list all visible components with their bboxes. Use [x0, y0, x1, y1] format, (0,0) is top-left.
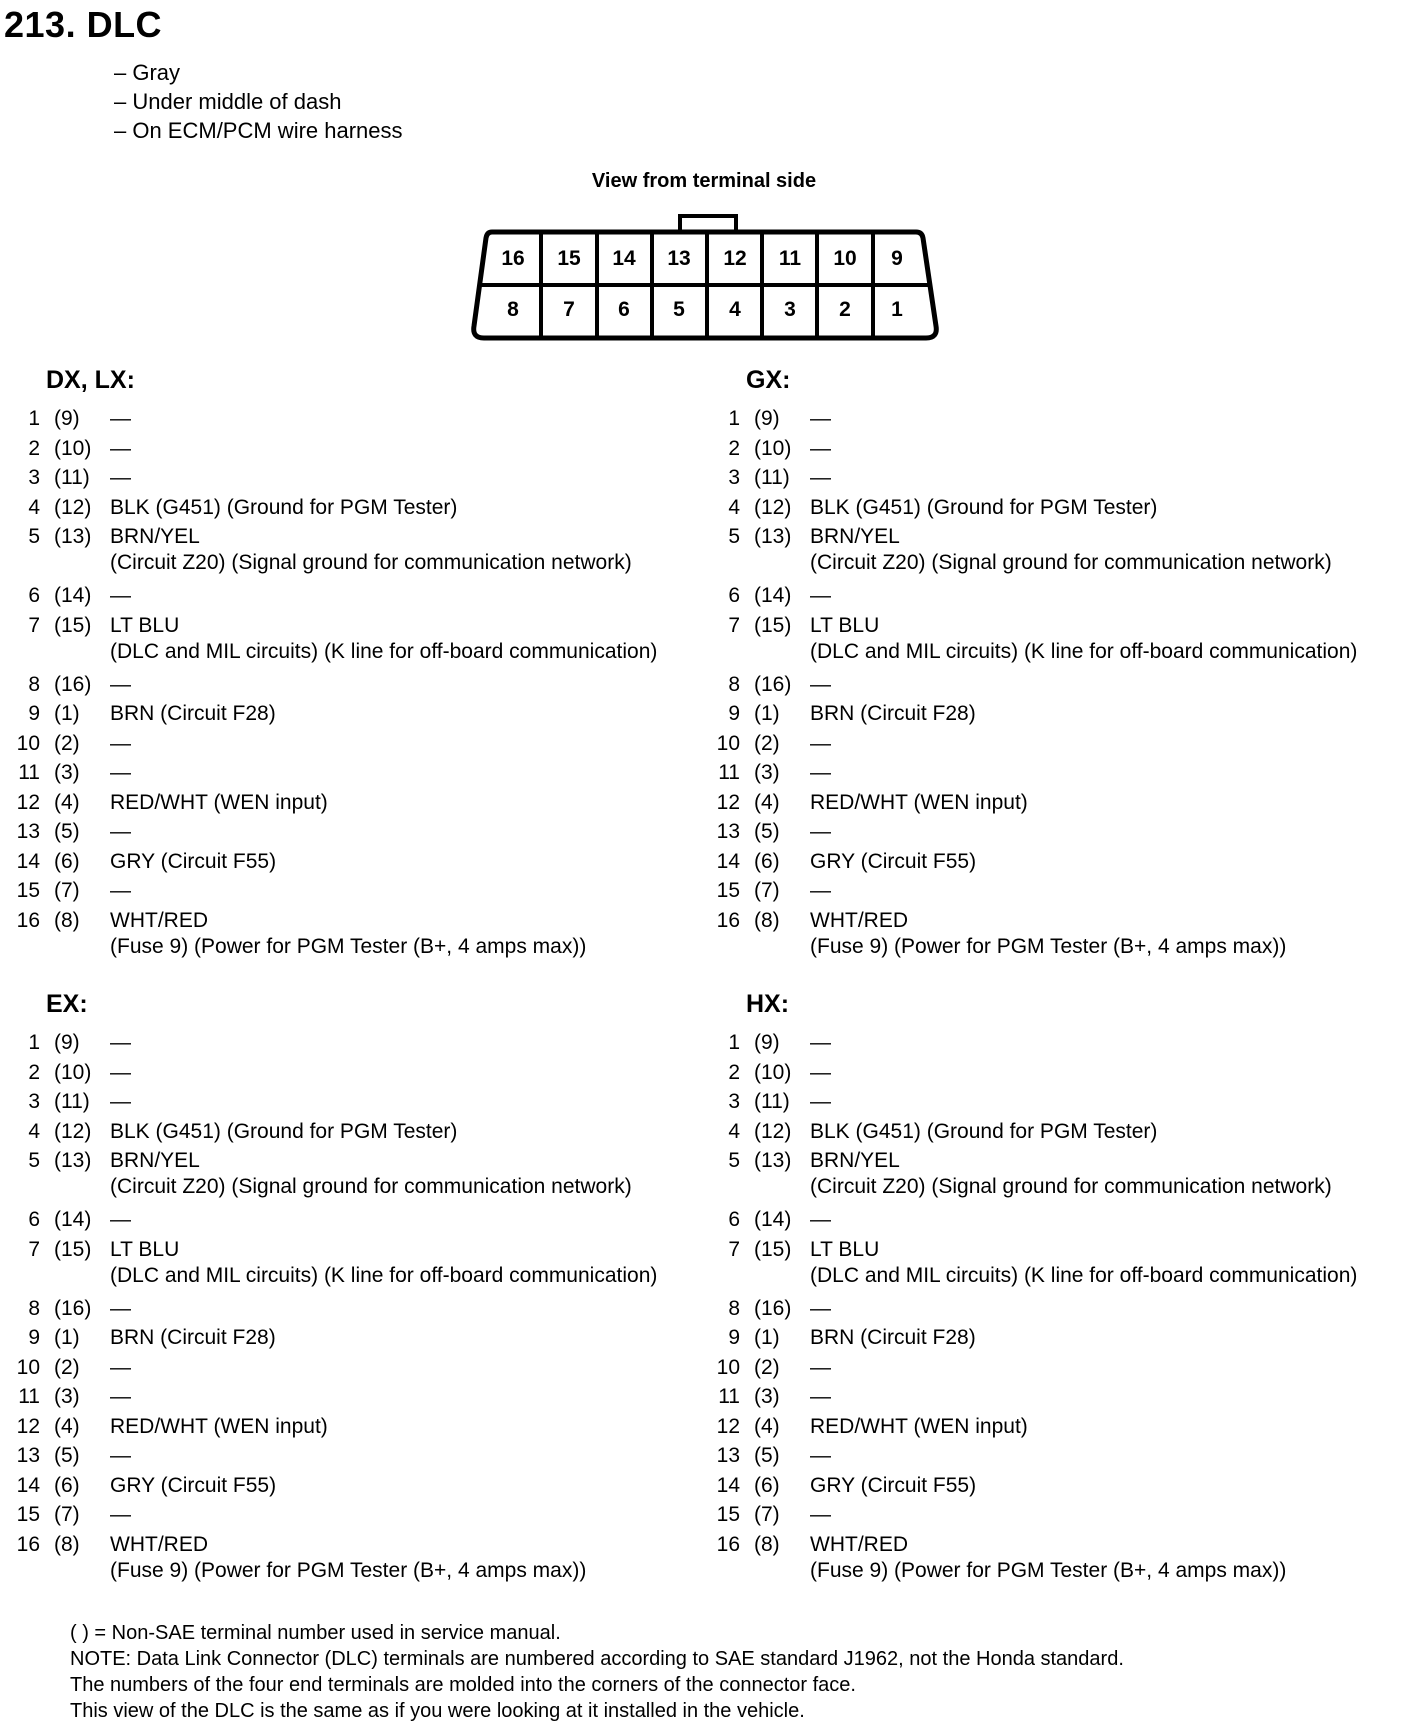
honda-terminal-number: (10) [754, 1060, 792, 1084]
sae-terminal-number: 7 [28, 613, 40, 637]
connector-pin-label: 8 [507, 298, 519, 321]
wire-description: BRN (Circuit F28) [110, 702, 276, 725]
honda-terminal-number: (2) [754, 731, 780, 755]
wire-description-detail: (DLC and MIL circuits) (K line for off-board communication) [110, 639, 658, 663]
footnote-line: ( ) = Non-SAE terminal number used in service manual. [70, 1622, 561, 1644]
sae-terminal-number: 15 [16, 1503, 40, 1526]
honda-terminal-number: (8) [754, 1532, 780, 1556]
sae-terminal-number: 9 [728, 1326, 740, 1349]
sae-terminal-number: 10 [716, 731, 740, 755]
wire-description: LT BLU [110, 1237, 180, 1261]
honda-terminal-number: (6) [754, 1473, 780, 1497]
wire-description-detail: (DLC and MIL circuits) (K line for off-board communication) [810, 1263, 1358, 1287]
wire-description: — [810, 1296, 831, 1320]
wire-description: BRN (Circuit F28) [110, 1326, 276, 1349]
connector-pin-label: 11 [778, 247, 802, 270]
wire-description: BRN (Circuit F28) [810, 702, 976, 725]
honda-terminal-number: (4) [54, 1414, 80, 1438]
wire-description: — [810, 1208, 831, 1231]
sae-terminal-number: 15 [716, 1503, 740, 1526]
wire-description: RED/WHT (WEN input) [810, 1414, 1028, 1438]
honda-terminal-number: (1) [754, 702, 780, 725]
sae-terminal-number: 14 [16, 849, 40, 873]
wire-description-detail: (Circuit Z20) (Signal ground for communication network) [110, 551, 632, 574]
connector-pin-label: 6 [618, 298, 630, 321]
wire-description: — [110, 1060, 131, 1084]
wire-description: WHT/RED [110, 1532, 208, 1556]
honda-terminal-number: (11) [54, 466, 90, 489]
honda-terminal-number: (1) [54, 1326, 80, 1349]
footnote-line: The numbers of the four end terminals are molded into the corners of the connector face. [70, 1674, 856, 1696]
honda-terminal-number: (9) [754, 407, 780, 430]
connector-pin-label: 3 [784, 298, 796, 321]
wire-description: — [110, 879, 131, 902]
honda-terminal-number: (4) [54, 790, 80, 814]
honda-terminal-number: (12) [54, 495, 92, 519]
wire-description-detail: (Fuse 9) (Power for PGM Tester (B+, 4 amps max)) [110, 934, 587, 958]
wire-description: BRN/YEL [810, 1149, 900, 1172]
honda-terminal-number: (2) [754, 1355, 780, 1379]
sae-terminal-number: 9 [28, 702, 40, 725]
wire-description: RED/WHT (WEN input) [110, 790, 328, 814]
sae-terminal-number: 12 [716, 790, 740, 814]
sae-terminal-number: 16 [716, 908, 740, 932]
sae-terminal-number: 6 [28, 584, 40, 607]
page-title: 213. DLC [4, 4, 163, 45]
section-title: DX, LX: [46, 366, 135, 394]
sae-terminal-number: 4 [28, 495, 40, 519]
wire-description-detail: (Fuse 9) (Power for PGM Tester (B+, 4 amps max)) [110, 1558, 587, 1582]
wire-description: LT BLU [810, 1237, 880, 1261]
honda-terminal-number: (14) [54, 584, 92, 607]
wire-description: GRY (Circuit F55) [810, 849, 977, 873]
wire-description: — [810, 466, 831, 489]
honda-terminal-number: (8) [54, 908, 80, 932]
sae-terminal-number: 6 [728, 1208, 740, 1231]
wire-description: — [110, 1090, 131, 1113]
wire-description: WHT/RED [810, 1532, 908, 1556]
honda-terminal-number: (8) [754, 908, 780, 932]
honda-terminal-number: (7) [54, 879, 80, 902]
wire-description: — [110, 731, 131, 755]
wire-description: — [810, 1090, 831, 1113]
connector-pin-label: 14 [612, 247, 636, 270]
sae-terminal-number: 1 [728, 407, 740, 430]
honda-terminal-number: (7) [754, 1503, 780, 1526]
sae-terminal-number: 6 [728, 584, 740, 607]
honda-terminal-number: (7) [754, 879, 780, 902]
honda-terminal-number: (13) [54, 525, 92, 548]
wire-description: — [810, 1444, 831, 1467]
sae-terminal-number: 16 [16, 908, 40, 932]
wire-description: BLK (G451) (Ground for PGM Tester) [810, 495, 1158, 519]
wire-description: WHT/RED [110, 908, 208, 932]
sae-terminal-number: 7 [28, 1237, 40, 1261]
sae-terminal-number: 11 [718, 1385, 740, 1408]
honda-terminal-number: (5) [54, 1444, 80, 1467]
wire-description: — [810, 1503, 831, 1526]
honda-terminal-number: (14) [54, 1208, 92, 1231]
sae-terminal-number: 14 [716, 1473, 740, 1497]
sae-terminal-number: 8 [28, 1296, 40, 1320]
honda-terminal-number: (15) [754, 1237, 792, 1261]
honda-terminal-number: (16) [54, 1296, 92, 1320]
wire-description: — [810, 1385, 831, 1408]
connector-pin-label: 13 [667, 247, 691, 270]
connector-pin-label: 4 [729, 298, 741, 321]
wire-description: RED/WHT (WEN input) [110, 1414, 328, 1438]
honda-terminal-number: (3) [754, 1385, 780, 1408]
sae-terminal-number: 10 [16, 731, 40, 755]
honda-terminal-number: (2) [54, 1355, 80, 1379]
sae-terminal-number: 5 [28, 525, 40, 548]
honda-terminal-number: (16) [754, 1296, 792, 1320]
honda-terminal-number: (3) [54, 761, 80, 784]
wire-description: WHT/RED [810, 908, 908, 932]
wire-description: — [110, 672, 131, 696]
wire-description-detail: (Fuse 9) (Power for PGM Tester (B+, 4 amps max)) [810, 934, 1287, 958]
wire-description: — [110, 1355, 131, 1379]
honda-terminal-number: (6) [54, 1473, 80, 1497]
sae-terminal-number: 3 [28, 466, 40, 489]
connector-pin-label: 2 [839, 298, 851, 321]
sae-terminal-number: 14 [716, 849, 740, 873]
sae-terminal-number: 13 [16, 820, 40, 843]
sae-terminal-number: 13 [716, 1444, 740, 1467]
footnote-line: NOTE: Data Link Connector (DLC) terminals are numbered according to SAE standard J1962, not the Honda standard. [70, 1648, 1124, 1670]
wire-description: — [110, 820, 131, 843]
wire-description: BLK (G451) (Ground for PGM Tester) [110, 495, 458, 519]
wire-description: BRN (Circuit F28) [810, 1326, 976, 1349]
wire-description: LT BLU [810, 613, 880, 637]
wire-description-detail: (Circuit Z20) (Signal ground for communication network) [810, 551, 1332, 574]
wire-description: — [810, 672, 831, 696]
location-line: – Under middle of dash [114, 89, 342, 114]
sae-terminal-number: 5 [28, 1149, 40, 1172]
section-title: GX: [746, 366, 791, 394]
footnote-line: This view of the DLC is the same as if you were looking at it installed in the vehicle. [70, 1700, 805, 1722]
sae-terminal-number: 12 [16, 1414, 40, 1438]
wire-description: — [110, 436, 131, 460]
wire-description: — [810, 820, 831, 843]
wire-description: — [810, 761, 831, 784]
wire-description: — [810, 1031, 831, 1054]
sae-terminal-number: 7 [728, 613, 740, 637]
honda-terminal-number: (12) [54, 1119, 92, 1143]
sae-terminal-number: 15 [716, 879, 740, 902]
sae-terminal-number: 7 [728, 1237, 740, 1261]
wire-description: — [110, 1503, 131, 1526]
sae-terminal-number: 8 [728, 1296, 740, 1320]
wire-description: — [810, 436, 831, 460]
wire-description: — [810, 407, 831, 430]
honda-terminal-number: (4) [754, 1414, 780, 1438]
honda-terminal-number: (7) [54, 1503, 80, 1526]
sae-terminal-number: 9 [728, 702, 740, 725]
honda-terminal-number: (3) [54, 1385, 80, 1408]
honda-terminal-number: (10) [54, 436, 92, 460]
honda-terminal-number: (5) [54, 820, 80, 843]
wire-description: — [110, 584, 131, 607]
honda-terminal-number: (5) [754, 820, 780, 843]
sae-terminal-number: 1 [28, 1031, 40, 1054]
sae-terminal-number: 12 [16, 790, 40, 814]
wire-description-detail: (Circuit Z20) (Signal ground for communication network) [810, 1175, 1332, 1198]
wire-description-detail: (Fuse 9) (Power for PGM Tester (B+, 4 amps max)) [810, 1558, 1287, 1582]
connector-pin-label: 5 [673, 298, 685, 321]
wire-description: GRY (Circuit F55) [110, 1473, 277, 1497]
location-line: – Gray [114, 60, 181, 85]
sae-terminal-number: 9 [28, 1326, 40, 1349]
sae-terminal-number: 3 [28, 1090, 40, 1113]
wire-description: — [110, 1296, 131, 1320]
honda-terminal-number: (11) [754, 466, 790, 489]
sae-terminal-number: 8 [728, 672, 740, 696]
honda-terminal-number: (9) [754, 1031, 780, 1054]
sae-terminal-number: 14 [16, 1473, 40, 1497]
honda-terminal-number: (4) [754, 790, 780, 814]
wire-description: BRN/YEL [110, 525, 200, 548]
sae-terminal-number: 3 [728, 1090, 740, 1113]
connector-caption: View from terminal side [591, 170, 817, 192]
wire-description: — [110, 1031, 131, 1054]
wire-description: — [810, 584, 831, 607]
sae-terminal-number: 10 [16, 1355, 40, 1379]
sae-terminal-number: 2 [28, 436, 40, 460]
wire-description: — [110, 407, 131, 430]
wire-description: — [110, 1385, 131, 1408]
honda-terminal-number: (6) [54, 849, 80, 873]
wire-description: — [810, 1060, 831, 1084]
wire-description: — [810, 1355, 831, 1379]
sae-terminal-number: 16 [716, 1532, 740, 1556]
honda-terminal-number: (1) [54, 702, 80, 725]
wire-description: BLK (G451) (Ground for PGM Tester) [110, 1119, 458, 1143]
section-title: HX: [746, 990, 790, 1018]
wire-description: — [110, 1208, 131, 1231]
wire-description-detail: (DLC and MIL circuits) (K line for off-board communication) [110, 1263, 658, 1287]
wire-description: — [110, 466, 131, 489]
honda-terminal-number: (12) [754, 1119, 792, 1143]
honda-terminal-number: (13) [54, 1149, 92, 1172]
honda-terminal-number: (8) [54, 1532, 80, 1556]
wire-description: — [110, 1444, 131, 1467]
sae-terminal-number: 2 [28, 1060, 40, 1084]
honda-terminal-number: (13) [754, 1149, 792, 1172]
sae-terminal-number: 4 [728, 1119, 740, 1143]
honda-terminal-number: (16) [754, 672, 792, 696]
footnotes [70, 1620, 1124, 1724]
wire-description: BRN/YEL [810, 525, 900, 548]
sae-terminal-number: 5 [728, 525, 740, 548]
wire-description-detail: (Circuit Z20) (Signal ground for communication network) [110, 1175, 632, 1198]
wire-description: — [810, 879, 831, 902]
honda-terminal-number: (2) [54, 731, 80, 755]
sae-terminal-number: 3 [728, 466, 740, 489]
sae-terminal-number: 13 [716, 820, 740, 843]
wire-description: — [110, 761, 131, 784]
section-title: EX: [46, 990, 88, 1018]
connector-pin-label: 1 [891, 298, 903, 321]
honda-terminal-number: (10) [54, 1060, 92, 1084]
honda-terminal-number: (11) [54, 1090, 90, 1113]
sae-terminal-number: 10 [716, 1355, 740, 1379]
connector-pin-label: 15 [557, 247, 581, 270]
honda-terminal-number: (6) [754, 849, 780, 873]
wire-description: RED/WHT (WEN input) [810, 790, 1028, 814]
sae-terminal-number: 4 [28, 1119, 40, 1143]
sae-terminal-number: 2 [728, 436, 740, 460]
sae-terminal-number: 8 [28, 672, 40, 696]
connector-pin-label: 16 [501, 247, 525, 270]
sae-terminal-number: 1 [28, 407, 40, 430]
honda-terminal-number: (15) [754, 613, 792, 637]
honda-terminal-number: (15) [54, 613, 92, 637]
wire-description: — [810, 731, 831, 755]
honda-terminal-number: (9) [54, 407, 80, 430]
honda-terminal-number: (14) [754, 584, 792, 607]
sae-terminal-number: 1 [728, 1031, 740, 1054]
honda-terminal-number: (1) [754, 1326, 780, 1349]
sae-terminal-number: 6 [28, 1208, 40, 1231]
honda-terminal-number: (3) [754, 761, 780, 784]
sae-terminal-number: 16 [16, 1532, 40, 1556]
wire-description: GRY (Circuit F55) [110, 849, 277, 873]
sae-terminal-number: 12 [716, 1414, 740, 1438]
honda-terminal-number: (14) [754, 1208, 792, 1231]
sae-terminal-number: 4 [728, 495, 740, 519]
honda-terminal-number: (12) [754, 495, 792, 519]
honda-terminal-number: (15) [54, 1237, 92, 1261]
connector-pin-label: 10 [833, 247, 857, 270]
honda-terminal-number: (16) [54, 672, 92, 696]
honda-terminal-number: (5) [754, 1444, 780, 1467]
connector-pin-label: 7 [563, 298, 575, 321]
wire-description: GRY (Circuit F55) [810, 1473, 977, 1497]
connector-pin-label: 9 [891, 247, 903, 270]
wire-description: BLK (G451) (Ground for PGM Tester) [810, 1119, 1158, 1143]
sae-terminal-number: 15 [16, 879, 40, 902]
connector-outline [0, 0, 1408, 360]
sae-terminal-number: 11 [18, 761, 40, 784]
honda-terminal-number: (9) [54, 1031, 80, 1054]
sae-terminal-number: 2 [728, 1060, 740, 1084]
honda-terminal-number: (10) [754, 436, 792, 460]
wire-description: LT BLU [110, 613, 180, 637]
honda-terminal-number: (11) [754, 1090, 790, 1113]
dlc-connector-diagram [0, 0, 1408, 360]
sae-terminal-number: 11 [718, 761, 740, 784]
location-line: – On ECM/PCM wire harness [114, 118, 403, 143]
connector-pin-label: 12 [723, 247, 747, 270]
sae-terminal-number: 13 [16, 1444, 40, 1467]
honda-terminal-number: (13) [754, 525, 792, 548]
sae-terminal-number: 5 [728, 1149, 740, 1172]
sae-terminal-number: 11 [18, 1385, 40, 1408]
wire-description-detail: (DLC and MIL circuits) (K line for off-board communication) [810, 639, 1358, 663]
wire-description: BRN/YEL [110, 1149, 200, 1172]
